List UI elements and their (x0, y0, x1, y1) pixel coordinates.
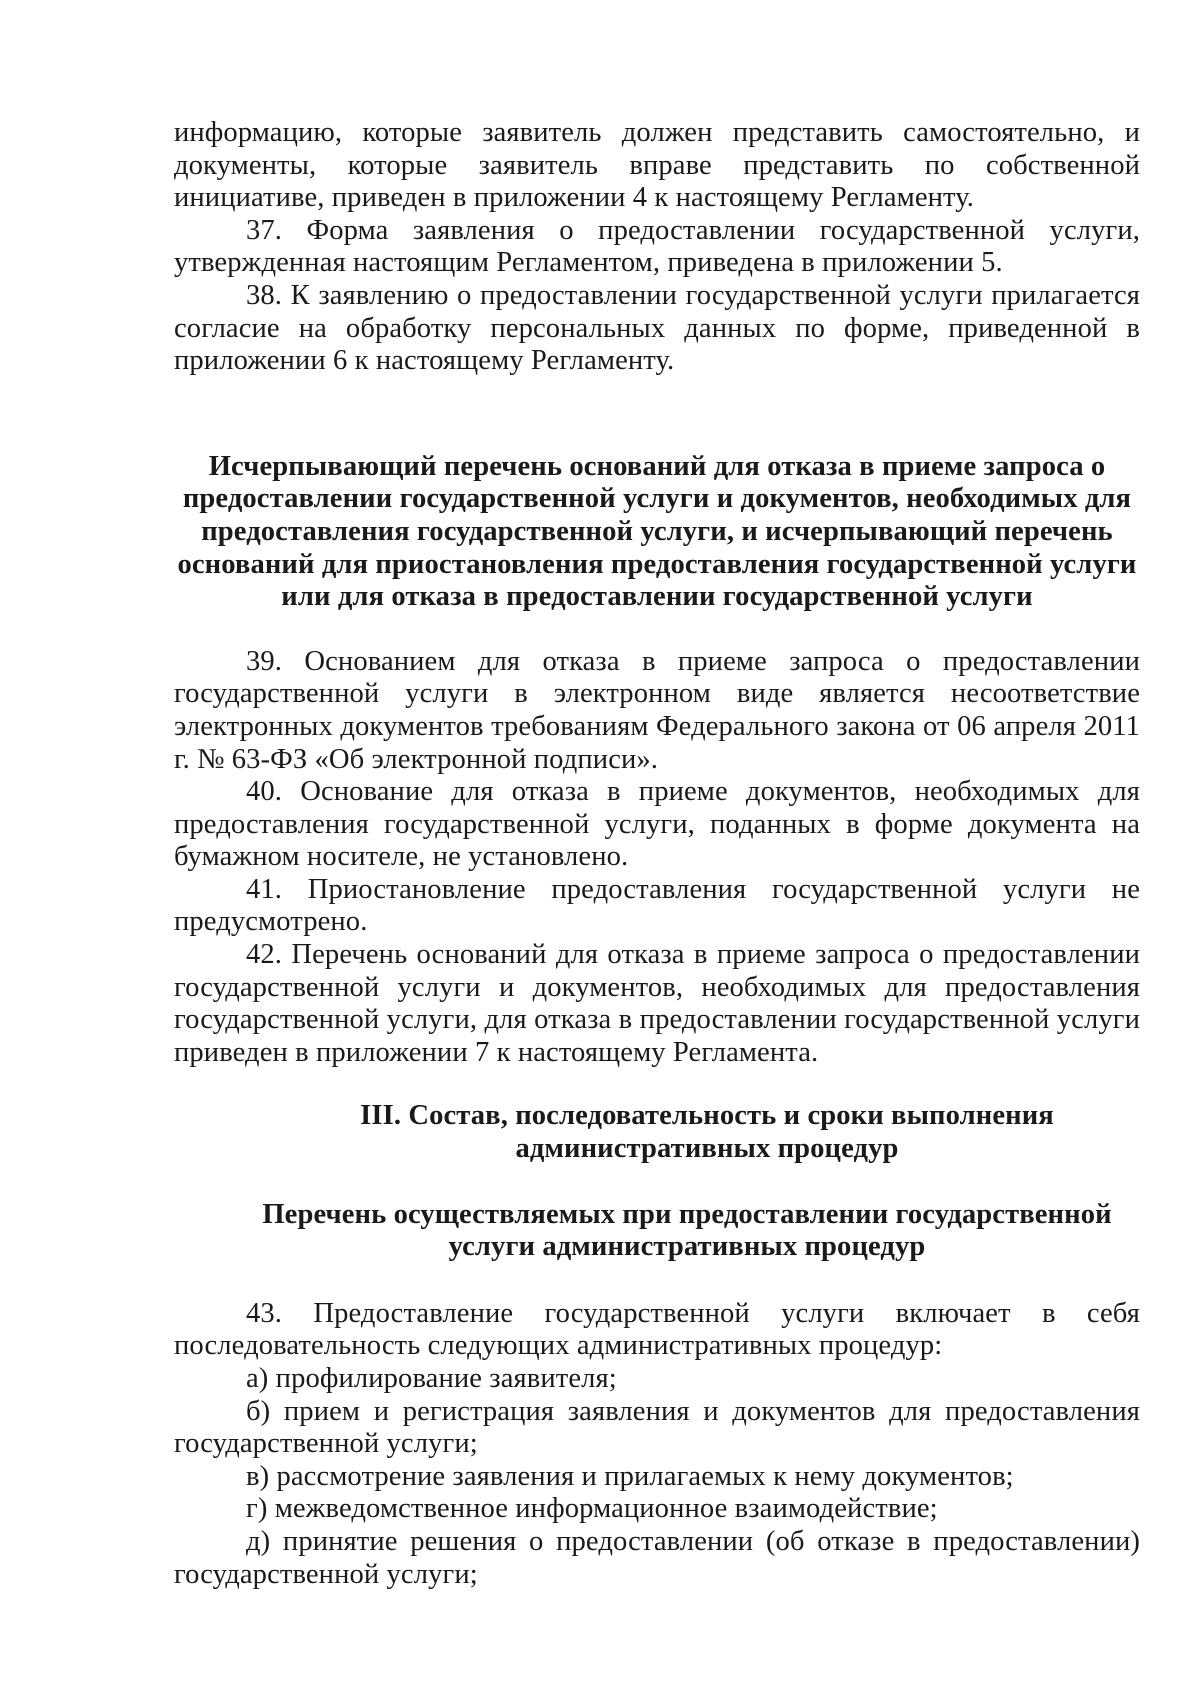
section-heading-refusal-grounds: Исчерпывающий перечень оснований для отказа в приеме запроса о предоставлении государственной услуги и документов, необходимых для предоставления государственной услуги, и исчерпывающий перечень оснований для приостановления предоставления государственной услуги или для отказа в предоставлении государственной услуги (177, 450, 1137, 613)
document-page (174, 117, 1140, 1591)
section-heading-procedures-list: Перечень осуществляемых при предоставлении государственной услуги административных процедур (262, 1198, 1112, 1263)
paragraph-37: 37. Форма заявления о предоставлении государственной услуги, утвержденная настоящим Регламентом, приведена в приложении 5. (174, 214, 1140, 279)
list-item-v: в) рассмотрение заявления и прилагаемых к нему документов; (246, 1460, 1014, 1492)
paragraph-41: 41. Приостановление предоставления государственной услуги не предусмотрено. (174, 873, 1140, 938)
paragraph-43: 43. Предоставление государственной услуги включает в себя последовательность следующих административных процедур: (174, 1297, 1140, 1362)
paragraph-38: 38. К заявлению о предоставлении государственной услуги прилагается согласие на обработку персональных данных по форме, приведенной в приложении 6 к настоящему Регламенту. (174, 279, 1140, 377)
paragraph-continuation: информацию, которые заявитель должен представить самостоятельно, и документы, которые заявитель вправе представить по собственной инициативе, приведен в приложении 4 к настоящему Регламенту. (174, 117, 1140, 214)
paragraph-42: 42. Перечень оснований для отказа в приеме запроса о предоставлении государственной услуги и документов, необходимых для предоставления государственной услуги, для отказа в предоставлении государственной услуги приведен в приложении 7 к настоящему Регламента. (174, 939, 1140, 1068)
paragraph-39: 39. Основанием для отказа в приеме запроса о предоставлении государственной услуги в электронном виде является несоответствие электронных документов требованиям Федерального закона от 06 апреля 2011 г. № 63-ФЗ «Об электронной подписи». (174, 645, 1140, 775)
list-item-d: д) принятие решения о предоставлении (об отказе в предоставлении) государственной услуги; (174, 1525, 1140, 1590)
chapter-heading-iii: III. Состав, последовательность и сроки выполнения административных процедур (360, 1100, 1054, 1165)
paragraph-40: 40. Основание для отказа в приеме документов, необходимых для предоставления государственной услуги, поданных в форме документа на бумажном носителе, не установлено. (174, 776, 1140, 873)
procedures-paragraphs (174, 1298, 1140, 1591)
list-item-g: г) межведомственное информационное взаимодействие; (246, 1493, 938, 1525)
list-item-b: б) прием и регистрация заявления и документов для предоставления государственной услуги; (174, 1395, 1140, 1460)
top-paragraphs (174, 117, 1140, 378)
refusal-grounds-paragraphs (174, 646, 1140, 1070)
list-item-a: а) профилирование заявителя; (246, 1363, 617, 1394)
